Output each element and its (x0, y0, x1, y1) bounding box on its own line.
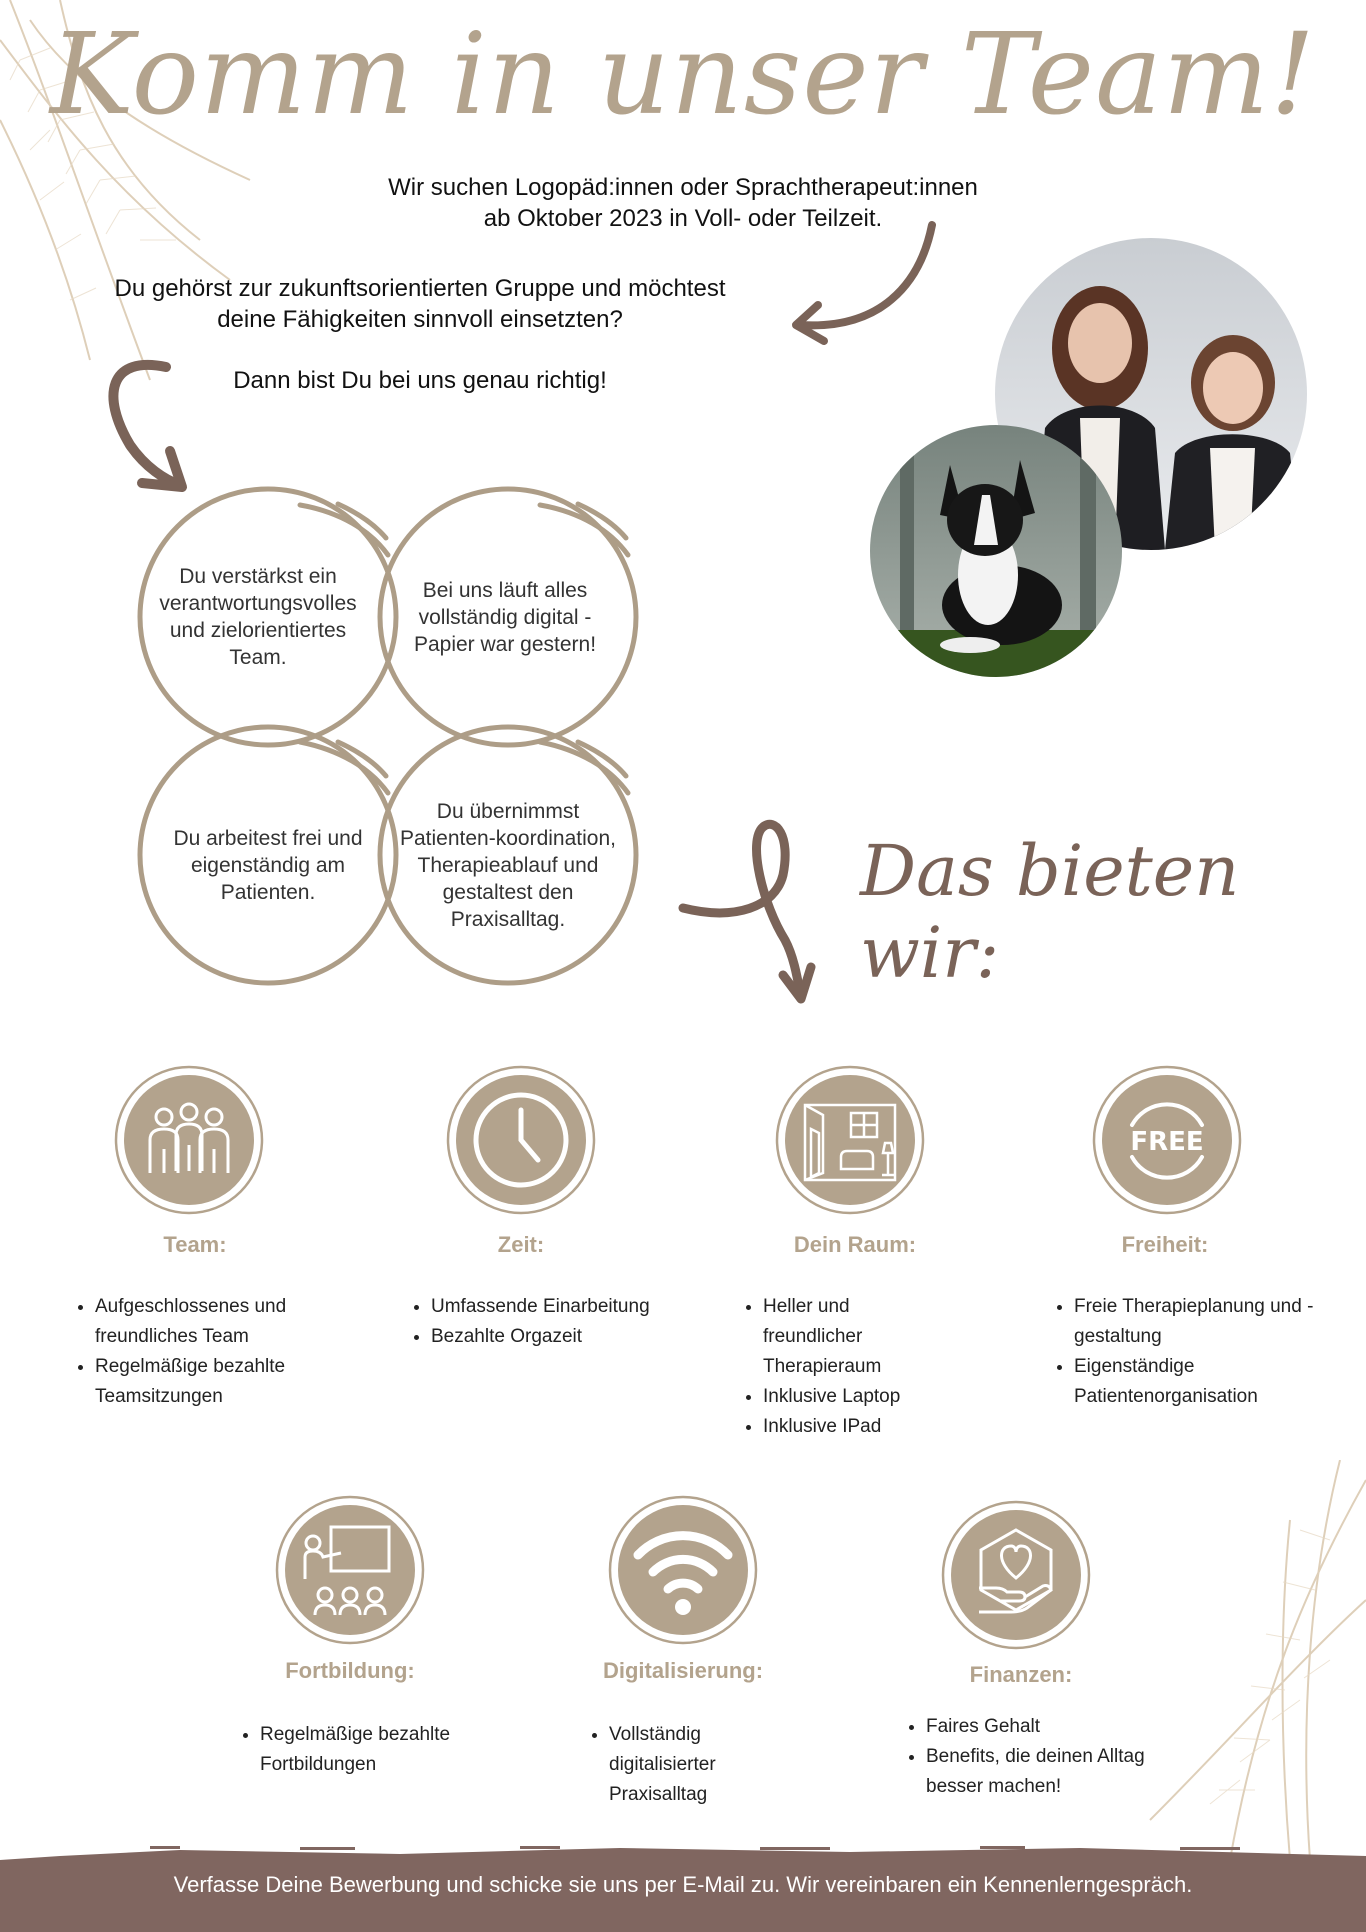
bubble-text-digital: Bei uns läuft alles vollständig digital - Papier war gestern! (413, 578, 597, 656)
question-line-1: Du gehörst zur zukunftsorientierten Gruppe und möchtest (114, 275, 726, 302)
team-list (73, 1292, 355, 1412)
banner-text: Verfasse Deine Bewerbung und schicke sie uns per E-Mail zu. Wir vereinbaren ein Kennenlerngespräch. (173, 1872, 1193, 1897)
bubble-text-team: Du verstärkst ein verantwortungsvolles und zielorientiertes Team. (159, 565, 357, 669)
list-item: • Inklusive IPad (763, 1412, 953, 1442)
bubble-text-independent: Du arbeitest frei und eigenständig am Patienten. (173, 826, 363, 904)
category-title-team: Team: (163, 1232, 227, 1257)
intro-line-2: ab Oktober 2023 in Voll- oder Teilzeit. (483, 205, 883, 232)
category-title-freiheit: Freiheit: (1121, 1232, 1209, 1257)
svg-text:FREE: FREE (1130, 1127, 1204, 1157)
arrow-to-bubbles (90, 355, 200, 495)
training-icon (275, 1495, 425, 1645)
bubble-text-coordination: Du übernimmst Patienten-koordination, Therapieablauf und gestaltest den Praxisalltag. (400, 799, 616, 931)
room-icon (775, 1065, 925, 1215)
digitalisierung-list (587, 1720, 789, 1810)
category-title-digitalisierung: Digitalisierung: (602, 1658, 764, 1683)
clock-icon (446, 1065, 596, 1215)
category-title-finanzen: Finanzen: (969, 1662, 1073, 1687)
list-item: • Regelmäßige bezahlte Fortbildungen (260, 1720, 520, 1780)
wifi-icon (608, 1495, 758, 1645)
category-title-zeit: Zeit: (497, 1232, 545, 1257)
intro-line-1: Wir suchen Logopäd:innen oder Sprachtherapeut:innen (388, 174, 978, 201)
heart-hand-icon (941, 1500, 1091, 1650)
category-title-raum: Dein Raum: (793, 1232, 917, 1257)
free-icon (1092, 1065, 1242, 1215)
offer-title: Das bieten wir: (860, 830, 1240, 994)
question-line-2: deine Fähigkeiten sinnvoll einsetzten? (217, 306, 623, 333)
finanzen-list (904, 1712, 1186, 1802)
list-item: • Aufgeschlossenes und freundliches Team (95, 1292, 355, 1352)
category-title-fortbildung: Fortbildung: (285, 1658, 415, 1683)
freiheit-list (1052, 1292, 1334, 1412)
answer-line: Dann bist Du bei uns genau richtig! (233, 367, 607, 394)
list-item: • Inklusive Laptop (763, 1382, 953, 1412)
list-item: • Freie Therapieplanung und -gestaltung (1074, 1292, 1334, 1352)
arrow-to-photos (780, 215, 940, 355)
list-item: • Benefits, die deinen Alltag besser machen! (926, 1742, 1186, 1802)
list-item: • Regelmäßige bezahlte Teamsitzungen (95, 1352, 355, 1412)
zeit-list (409, 1292, 651, 1352)
fortbildung-list (238, 1720, 520, 1780)
list-item: • Faires Gehalt (926, 1712, 1186, 1742)
arrow-to-offers (675, 815, 825, 1005)
list-item: • Eigenständige Patientenorganisation (1074, 1352, 1334, 1412)
list-item: • Umfassende Einarbeitung (431, 1292, 651, 1322)
dog-photo (870, 425, 1122, 677)
raum-list (741, 1292, 953, 1442)
team-icon (114, 1065, 264, 1215)
list-item: • Heller und freundlicher Therapieraum (763, 1292, 953, 1382)
page-title: Komm in unser Team! (49, 10, 1317, 140)
list-item: • Vollständig digitalisierter Praxisalltag (609, 1720, 789, 1810)
list-item: • Bezahlte Orgazeit (431, 1322, 651, 1352)
